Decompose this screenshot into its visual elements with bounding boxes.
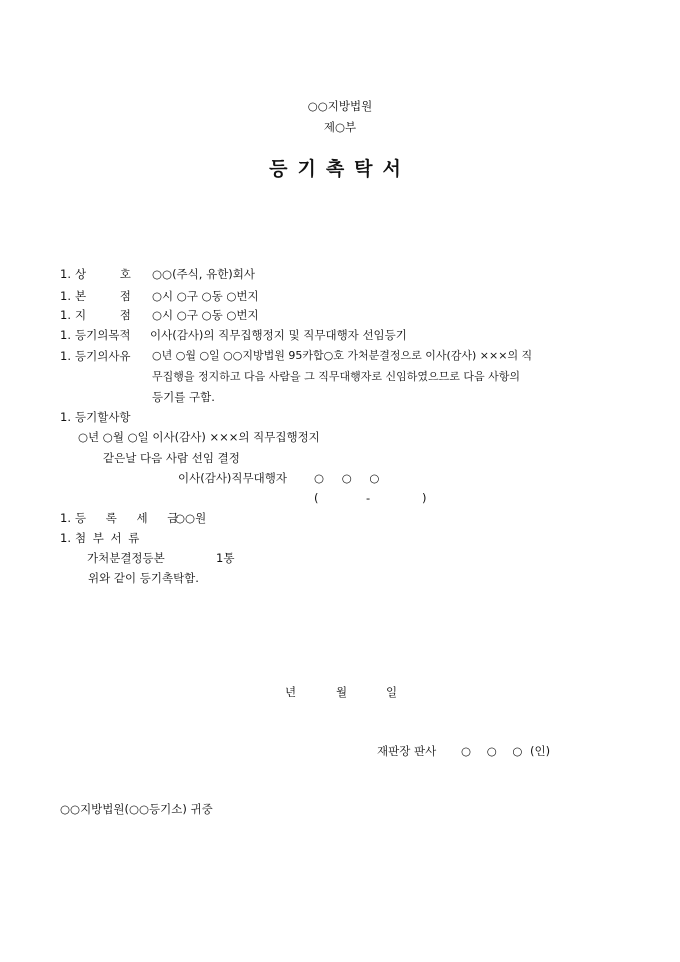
agent-label: 이사(감사)직무대행자 <box>178 471 287 485</box>
attachment-doc-count: 1통 <box>216 551 235 565</box>
agent-name: ○ ○ ○ <box>314 471 380 485</box>
matters-line-1: ○년 ○월 ○일 이사(감사) ×××의 직무집행정지 <box>78 430 320 444</box>
item-label: 본 점 <box>75 289 131 303</box>
court-name: ○○지방법원 <box>307 99 373 113</box>
matters-line-2: 같은날 다음 사람 선임 결정 <box>103 451 240 465</box>
item-bullet: 1. <box>60 410 71 424</box>
item-label: 첨 부 서 류 <box>75 531 140 545</box>
date-year: 년 <box>285 685 297 699</box>
item-label: 상 호 <box>75 267 131 281</box>
cause-line-3: 등기를 구함. <box>152 390 215 404</box>
item-bullet: 1. <box>60 289 71 303</box>
item-value: ○○원 <box>175 511 207 525</box>
cause-line-1: ○년 ○월 ○일 ○○지방법원 95카합○호 가처분결정으로 이사(감사) ×××의 직 <box>152 349 533 362</box>
item-label: 등기할사항 <box>75 410 131 424</box>
cause-line-2: 무집행을 정지하고 다음 사람을 그 직무대행자로 신임하였으므로 다음 사항의 <box>152 370 521 383</box>
item-label: 등 록 세 금 <box>75 511 179 525</box>
item-bullet: 1. <box>60 328 71 342</box>
document-title: 등기촉탁서 <box>269 158 411 180</box>
signature-seal: (인) <box>530 744 551 758</box>
id-close-paren: ) <box>422 491 427 505</box>
id-dash: - <box>366 491 371 505</box>
date-month: 월 <box>336 685 348 699</box>
attachment-doc-name: 가처분결정등본 <box>87 551 165 565</box>
closing-sentence: 위와 같이 등기촉탁함. <box>88 571 199 585</box>
signature-name: ○ ○ ○ <box>461 744 523 758</box>
item-value: ○시 ○구 ○동 ○번지 <box>152 289 259 303</box>
signature-role: 재판장 판사 <box>377 744 437 758</box>
item-bullet: 1. <box>60 308 71 322</box>
item-value: ○○(주식, 유한)회사 <box>152 267 256 281</box>
division-name: 제○부 <box>323 120 357 134</box>
item-label: 등기의목적 <box>75 328 131 342</box>
item-value: 이사(감사)의 직무집행정지 및 직무대행자 선임등기 <box>150 328 407 342</box>
date-day: 일 <box>386 685 398 699</box>
recipient: ○○지방법원(○○등기소) 귀중 <box>60 802 213 816</box>
item-bullet: 1. <box>60 349 71 363</box>
id-open-paren: ( <box>314 491 319 505</box>
item-label: 지 점 <box>75 308 131 322</box>
item-value: ○시 ○구 ○동 ○번지 <box>152 308 259 322</box>
item-label: 등기의사유 <box>75 349 131 363</box>
item-bullet: 1. <box>60 267 71 281</box>
item-bullet: 1. <box>60 511 71 525</box>
item-bullet: 1. <box>60 531 71 545</box>
